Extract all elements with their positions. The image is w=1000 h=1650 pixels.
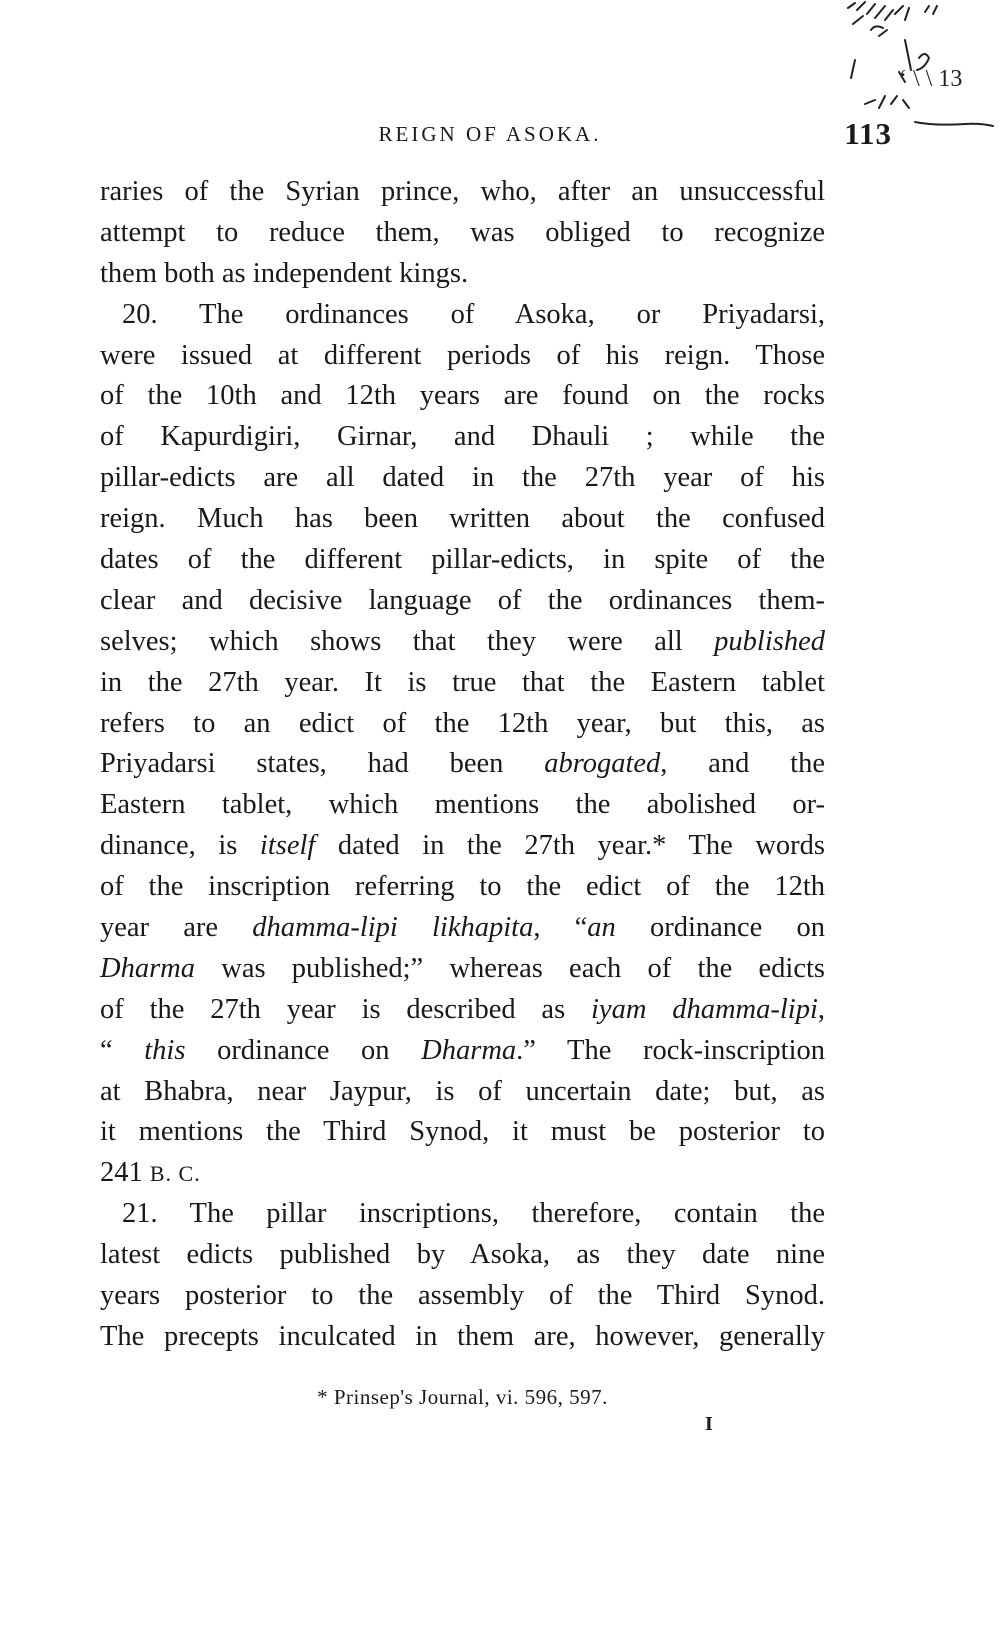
text-segment: of the 10th and 12th years are found on the rocks	[100, 380, 825, 412]
text-segment: , “	[533, 912, 588, 944]
text-segment: of the inscription referring to the edict of the 12th	[100, 871, 825, 903]
text-line	[100, 540, 825, 581]
text-line	[100, 663, 825, 704]
italic-text: itself	[259, 830, 316, 862]
stamp-marks-text: ‘ \ \ 13	[899, 66, 963, 92]
text-line	[100, 867, 825, 908]
text-segment: years posterior to the assembly of the Third Synod.	[100, 1280, 825, 1312]
text-segment: selves; which shows that they were all	[100, 625, 715, 657]
text-segment: The precepts inculcated in them are, however, generally	[100, 1320, 825, 1352]
footnote: * Prinsep's Journal, vi. 596, 597.	[317, 1385, 608, 1409]
text-segment: of the 27th year is described as	[100, 993, 591, 1025]
text-segment: Eastern tablet, which mentions the abolished or-	[100, 789, 825, 821]
text-line	[100, 949, 825, 990]
text-line	[100, 908, 825, 949]
text-line	[100, 622, 825, 663]
text-line	[100, 254, 825, 295]
text-segment: raries of the Syrian prince, who, after an unsuccessful	[100, 176, 825, 207]
text-segment: them both as independent kings.	[100, 257, 469, 289]
text-segment: clear and decisive language of the ordinances them-	[100, 584, 825, 616]
text-line	[100, 785, 825, 826]
text-segment: latest edicts published by Asoka, as they date nine	[100, 1239, 825, 1271]
text-segment: dates of the different pillar-edicts, in spite of the	[100, 544, 825, 576]
text-segment: were issued at different periods of his reign. Those	[100, 339, 825, 371]
text-segment: dinance, is	[100, 830, 260, 862]
text-line	[100, 1031, 825, 1072]
text-line	[100, 295, 825, 336]
text-line	[100, 744, 825, 785]
text-segment: ordinance on	[615, 912, 825, 944]
text-segment: year are	[100, 912, 253, 944]
text-segment: ,	[817, 993, 826, 1025]
text-segment: B. C.	[149, 1161, 201, 1187]
text-segment: was published;” whereas each of the edicts	[195, 952, 825, 984]
italic-text: Dharma	[100, 952, 196, 984]
page-number: 113	[844, 116, 892, 151]
text-line	[100, 213, 825, 254]
text-line	[100, 458, 825, 499]
text-line	[100, 581, 825, 622]
italic-text: published	[714, 625, 825, 657]
text-segment: .” The rock-inscription	[516, 1034, 825, 1066]
text-segment: Priyadarsi states, had been	[100, 748, 545, 780]
text-line	[100, 704, 825, 745]
text-line	[100, 376, 825, 417]
italic-text: iyam dhamma-lipi	[591, 993, 818, 1025]
body-text	[100, 172, 825, 1358]
text-segment: dated in the 27th year.* The words	[315, 830, 825, 862]
text-segment: 241	[100, 1157, 150, 1189]
text-segment: at Bhabra, near Jaypur, is of uncertain date; but, as	[100, 1075, 825, 1107]
text-segment: in the 27th year. It is true that the Eastern tablet	[100, 666, 825, 698]
text-line	[100, 1317, 825, 1358]
text-segment: attempt to reduce them, was obliged to recognize	[100, 216, 825, 248]
text-line	[100, 826, 825, 867]
running-header	[100, 116, 892, 158]
running-title: REIGN OF ASOKA.	[378, 122, 602, 146]
text-line	[100, 990, 825, 1031]
text-segment: pillar-edicts are all dated in the 27th year of his	[100, 462, 825, 494]
text-segment: of Kapurdigiri, Girnar, and Dhauli ; while the	[100, 421, 825, 453]
text-line	[100, 417, 825, 458]
text-segment: reign. Much has been written about the confused	[100, 503, 825, 535]
text-line	[100, 1276, 825, 1317]
text-line	[100, 172, 825, 213]
text-segment: 21. The pillar inscriptions, therefore, contain the	[122, 1198, 825, 1230]
text-line	[100, 1235, 825, 1276]
text-line	[100, 1112, 825, 1153]
text-segment: ordinance on	[185, 1034, 422, 1066]
italic-text: abrogated	[544, 748, 661, 780]
text-segment: refers to an edict of the 12th year, but this, as	[100, 707, 825, 739]
text-segment: “	[100, 1034, 145, 1066]
text-line	[100, 499, 825, 540]
italic-text: an	[587, 912, 616, 944]
text-segment: it mentions the Third Synod, it must be posterior to	[100, 1116, 825, 1148]
italic-text: Dharma	[421, 1034, 517, 1066]
text-line	[100, 1153, 825, 1194]
signature-mark: I	[705, 1413, 713, 1435]
text-segment: , and the	[660, 748, 826, 780]
text-line	[100, 1072, 825, 1113]
italic-text: this	[144, 1034, 186, 1066]
text-segment: 20. The ordinances of Asoka, or Priyadarsi,	[122, 298, 825, 330]
text-line	[100, 336, 825, 377]
text-line	[100, 1194, 825, 1235]
italic-text: dhamma-lipi likhapita	[252, 912, 534, 944]
